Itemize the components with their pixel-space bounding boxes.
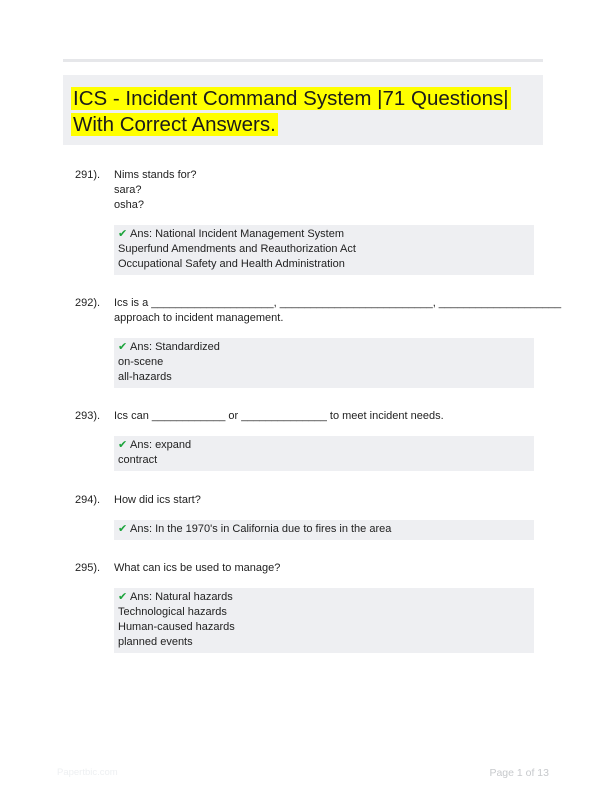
- question-text: [114, 296, 562, 326]
- question-line: sara?: [114, 184, 142, 196]
- document-title-line-1: ICS - Incident Command System |71 Questions|: [73, 87, 509, 110]
- question-line: Ics can ____________ or ______________ to meet incident needs.: [114, 410, 444, 422]
- answer-line: Human-caused hazards: [118, 621, 235, 633]
- question-number: 291).: [75, 169, 101, 181]
- question-number: 293).: [75, 410, 101, 422]
- answer-box: [114, 588, 534, 653]
- answer-box: [114, 338, 534, 388]
- question-295: [75, 561, 545, 653]
- question-number: 292).: [75, 297, 101, 309]
- top-divider: [63, 59, 543, 62]
- answer-box: [114, 520, 534, 540]
- question-text: [114, 561, 534, 576]
- answer-line: Ans: Standardized: [130, 341, 220, 353]
- question-text: [114, 493, 534, 508]
- answer-line: Ans: expand: [130, 439, 192, 451]
- checkmark-icon: ✔: [118, 228, 128, 240]
- answer-line: Ans: In the 1970's in California due to fires in the area: [130, 523, 392, 535]
- answer-box: [114, 436, 534, 471]
- answer-line: planned events: [118, 636, 193, 648]
- answer-line: all-hazards: [118, 371, 172, 383]
- checkmark-icon: ✔: [118, 523, 128, 535]
- answer-box: [114, 225, 534, 275]
- question-line: What can ics be used to manage?: [114, 562, 281, 574]
- question-number: 295).: [75, 562, 101, 574]
- question-291: [75, 168, 545, 275]
- question-number: 294).: [75, 494, 101, 506]
- title-box: [63, 75, 543, 145]
- question-294: [75, 493, 545, 540]
- checkmark-icon: ✔: [118, 591, 128, 603]
- question-line: How did ics start?: [114, 494, 201, 506]
- question-text: [114, 409, 534, 424]
- answer-line: on-scene: [118, 356, 164, 368]
- answer-line: Occupational Safety and Health Administration: [118, 258, 345, 270]
- question-line: Nims stands for?: [114, 169, 197, 181]
- question-line: approach to incident management.: [114, 312, 284, 324]
- document-title-line-2: With Correct Answers.: [73, 113, 276, 136]
- question-293: [75, 409, 545, 471]
- answer-line: contract: [118, 454, 158, 466]
- question-line: osha?: [114, 199, 144, 211]
- answer-line: Ans: National Incident Management System: [130, 228, 345, 240]
- answer-line: Ans: Natural hazards: [130, 591, 233, 603]
- page-number: Page 1 of 13: [489, 767, 549, 779]
- question-292: [75, 296, 562, 388]
- answer-line: Superfund Amendments and Reauthorization Act: [118, 243, 356, 255]
- question-text: [114, 168, 534, 213]
- footer-watermark: Papertbic.com: [57, 767, 118, 778]
- checkmark-icon: ✔: [118, 341, 128, 353]
- checkmark-icon: ✔: [118, 439, 128, 451]
- question-line: Ics is a ____________________, _________________________, ____________________: [114, 297, 562, 309]
- answer-line: Technological hazards: [118, 606, 227, 618]
